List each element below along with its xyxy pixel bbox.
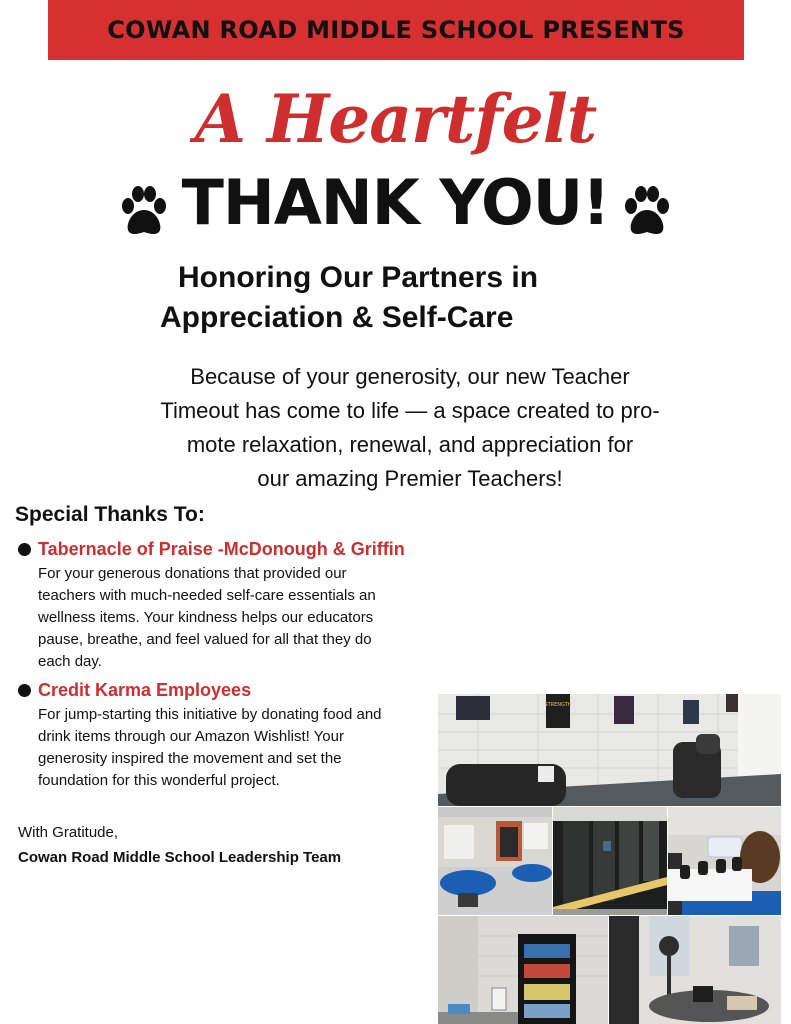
description-line: wellness items. Your kindness helps our educators xyxy=(38,609,374,626)
description-line: For your generous donations that provided our xyxy=(38,565,347,582)
closing-signature xyxy=(18,820,341,870)
thanks-entry xyxy=(18,680,438,792)
banner-text: COWAN ROAD MIDDLE SCHOOL PRESENTS xyxy=(107,16,685,44)
partner-name: Credit Karma Employees xyxy=(38,680,252,700)
intro-line: mote relaxation, renewal, and appreciation for xyxy=(186,432,634,457)
description-line: foundation for this wonderful project. xyxy=(38,772,280,789)
headline-script: A Heartfelt xyxy=(194,80,597,158)
paw-print-icon xyxy=(617,182,677,242)
description-line: drink items through our Amazon Wishlist! Your xyxy=(38,728,344,745)
headline-main: THANK YOU! xyxy=(181,165,610,239)
partner-description xyxy=(38,704,438,792)
thanks-entry xyxy=(18,539,438,673)
photo-tables xyxy=(438,807,552,915)
partner-name: Tabernacle of Praise -McDonough & Griffin xyxy=(38,539,405,559)
closing-team: Cowan Road Middle School Leadership Team xyxy=(18,849,342,866)
headline-row xyxy=(0,162,791,242)
photo-collage xyxy=(438,694,781,1024)
description-line: teachers with much-needed self-care essentials an xyxy=(38,587,376,604)
closing-greeting: With Gratitude, xyxy=(18,824,119,841)
subtitle-line: Honoring Our Partners in xyxy=(178,261,539,294)
special-thanks-heading: Special Thanks To: xyxy=(15,503,205,526)
description-line: each day. xyxy=(38,653,102,670)
intro-line: our amazing Premier Teachers! xyxy=(257,466,563,491)
paw-print-icon xyxy=(114,182,174,242)
photo-diffuser-products xyxy=(668,807,781,915)
photo-curtain-panels xyxy=(553,807,667,915)
subtitle-line: Appreciation & Self-Care xyxy=(160,301,514,334)
description-line: For jump-starting this initiative by donating food and xyxy=(38,706,382,723)
intro-paragraph xyxy=(110,360,710,496)
subtitle xyxy=(160,258,680,338)
header-banner xyxy=(48,0,744,60)
photo-drink-fridge xyxy=(438,916,608,1024)
description-line: generosity inspired the movement and set the xyxy=(38,750,342,767)
intro-line: Because of your generosity, our new Teacher xyxy=(190,364,630,389)
photo-side-room xyxy=(609,916,781,1024)
bullet-dot-icon xyxy=(18,684,31,697)
bullet-dot-icon xyxy=(18,543,31,556)
photo-massage-room xyxy=(438,694,781,806)
partner-description xyxy=(38,563,438,673)
intro-line: Timeout has come to life — a space created to pro- xyxy=(160,398,660,423)
poster-label: STRENGTH xyxy=(544,702,572,708)
description-line: pause, breathe, and feel valued for all that they do xyxy=(38,631,372,648)
